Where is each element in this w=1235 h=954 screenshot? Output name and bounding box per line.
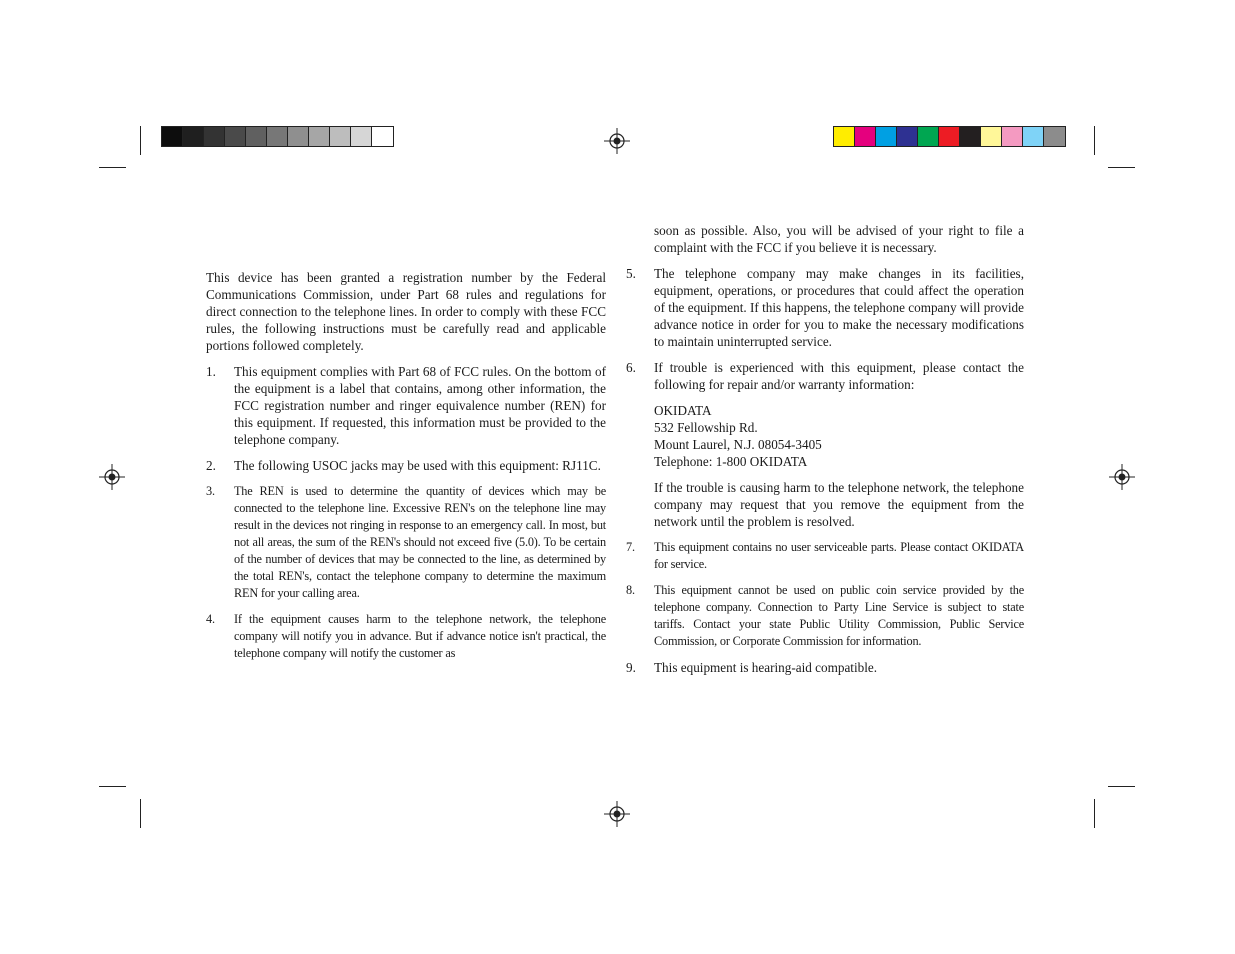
color-swatch: [330, 127, 351, 146]
left-column: [206, 269, 606, 671]
color-swatch: [1002, 127, 1023, 146]
item-number: 1.: [206, 364, 216, 379]
item-number: 3.: [206, 484, 215, 498]
color-swatch: [960, 127, 981, 146]
item-text: The REN is used to determine the quantity of devices which may be connected to the telephone line. Excessive REN's on the telephone line may result in the devices not ringing in response to an emergency call. In most, but not all areas, the sum of the REN's should not exceed five (5.0). To be certain of the number of devices that may be connected to the line, as determined by the total REN's, contact the telephone company to determine the maximum REN for your calling area.: [234, 484, 606, 600]
crop-mark: [1108, 167, 1135, 168]
color-swatch: [834, 127, 855, 146]
crop-mark: [1094, 126, 1095, 155]
item-text: If trouble is experienced with this equipment, please contact the following for repair and/or warranty information:: [654, 360, 1024, 392]
item-number: 6.: [626, 360, 636, 375]
color-swatch: [1023, 127, 1044, 146]
list-item: [626, 539, 1024, 573]
contact-address: [654, 402, 1024, 470]
list-item: [626, 659, 1024, 676]
crop-mark: [99, 786, 126, 787]
item-text: This equipment complies with Part 68 of FCC rules. On the bottom of the equipment is a label that contains, among other information, the FCC registration number and ringer equivalence number (REN) for this equipment. If requested, this information must be provided to the telephone company.: [234, 364, 606, 447]
crop-mark: [140, 126, 141, 155]
color-swatch: [351, 127, 372, 146]
list-item: [206, 483, 606, 602]
crop-mark: [1094, 799, 1095, 828]
registration-mark-icon: [99, 464, 125, 490]
crop-mark: [1108, 786, 1135, 787]
list-item: [626, 582, 1024, 650]
item-number: 5.: [626, 266, 636, 281]
address-line: Mount Laurel, N.J. 08054-3405: [654, 437, 822, 452]
list-item: [626, 265, 1024, 350]
registration-mark-icon: [604, 801, 630, 827]
continuation-paragraph: soon as possible. Also, you will be advised of your right to file a complaint with the FCC if you believe it is necessary.: [654, 223, 1024, 255]
color-swatch: [897, 127, 918, 146]
right-column: [626, 222, 1024, 685]
item-number: 4.: [206, 612, 215, 626]
grayscale-color-bar: [161, 126, 394, 147]
item-text: If the equipment causes harm to the telephone network, the telephone company will notify you in advance. But if advance notice isn't practical, the telephone company will notify the customer as: [234, 612, 606, 660]
list-item: [206, 457, 606, 474]
color-swatch: [939, 127, 960, 146]
registration-mark-icon: [1109, 464, 1135, 490]
list-item: [206, 363, 606, 448]
color-swatch: [855, 127, 876, 146]
harm-note: If the trouble is causing harm to the telephone network, the telephone company may request that you remove the equipment from the network until the problem is resolved.: [654, 480, 1024, 529]
color-swatch: [288, 127, 309, 146]
color-swatch: [309, 127, 330, 146]
color-swatch: [162, 127, 183, 146]
color-swatch: [981, 127, 1002, 146]
intro-paragraph: This device has been granted a registration number by the Federal Communications Commission, under Part 68 rules and regulations for direct connection to the telephone lines. In order to comply with these FCC rules, the following instructions must be carefully read and applicable portions followed completely.: [206, 270, 606, 353]
crop-mark: [99, 167, 126, 168]
color-swatch: [918, 127, 939, 146]
color-swatch: [183, 127, 204, 146]
address-line: Telephone: 1-800 OKIDATA: [654, 454, 808, 469]
address-line: 532 Fellowship Rd.: [654, 420, 758, 435]
crop-mark: [140, 799, 141, 828]
color-swatch: [876, 127, 897, 146]
process-color-bar: [833, 126, 1066, 147]
color-swatch: [246, 127, 267, 146]
item-number: 2.: [206, 458, 216, 473]
color-swatch: [267, 127, 288, 146]
item-text: The telephone company may make changes in its facilities, equipment, operations, or procedures that could affect the operation of the equipment. If this happens, the telephone company will provide advance notice in order for you to make the necessary modifications to maintain uninterrupted service.: [654, 266, 1024, 349]
color-swatch: [204, 127, 225, 146]
item-text: This equipment contains no user serviceable parts. Please contact OKIDATA for service.: [654, 540, 1024, 571]
list-item: [206, 611, 606, 662]
item-number: 9.: [626, 660, 636, 675]
item-text: The following USOC jacks may be used with this equipment: RJ11C.: [234, 458, 601, 473]
registration-mark-icon: [604, 128, 630, 154]
item-number: 7.: [626, 540, 635, 554]
address-line: OKIDATA: [654, 403, 712, 418]
item-text: This equipment is hearing-aid compatible.: [654, 660, 878, 675]
item-text: This equipment cannot be used on public coin service provided by the telephone company. Connection to Party Line Service is subject to state tariffs. Contact your state Public Utility Commission, Public Service Commission, or Corporate Commission for information.: [654, 583, 1024, 648]
color-swatch: [225, 127, 246, 146]
item-number: 8.: [626, 583, 635, 597]
list-item: [626, 359, 1024, 393]
color-swatch: [1044, 127, 1065, 146]
color-swatch: [372, 127, 393, 146]
